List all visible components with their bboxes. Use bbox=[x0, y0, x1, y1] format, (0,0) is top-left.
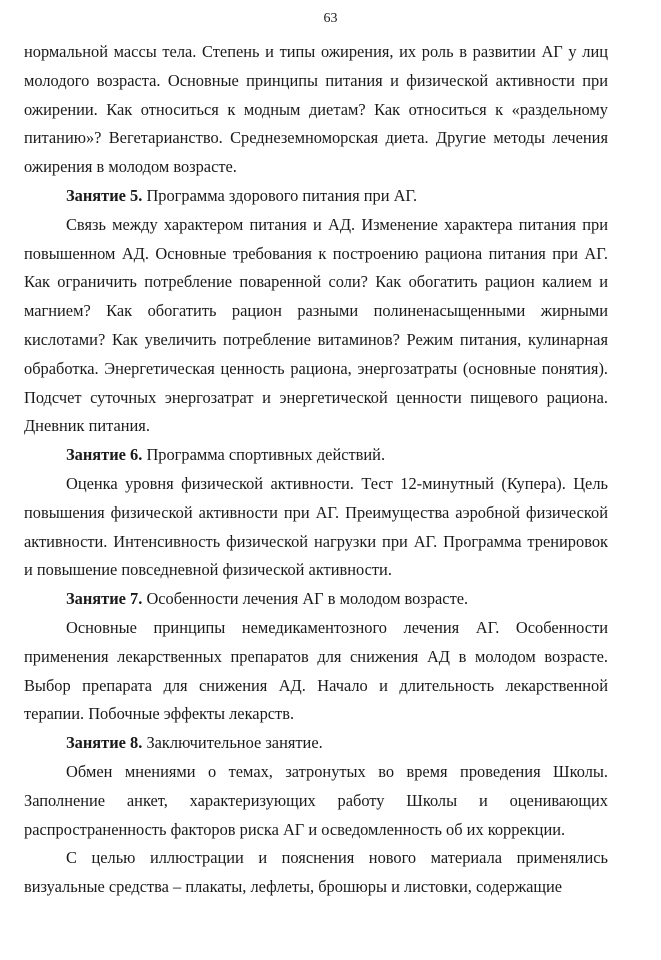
lesson-7-heading bbox=[24, 585, 608, 614]
lesson-5-label: Занятие 5. bbox=[66, 185, 143, 205]
page-number: 63 bbox=[323, 11, 338, 26]
paragraph-obesity-continuation: нормальной массы тела. Степень и типы ожирения, их роль в развитии АГ у лиц молодого возраста. Основные принципы питания и физической активности при ожирении. Как относиться к модным диетам? Как относиться к «раздельному питанию»? Вегетарианство. Среднеземноморская диета. Другие методы лечения ожирения в молодом возрасте. bbox=[24, 42, 608, 177]
lesson-5-heading bbox=[24, 182, 608, 211]
lesson-6-heading bbox=[24, 441, 608, 470]
body-text bbox=[24, 38, 608, 902]
paragraph-treatment: Основные принципы немедикаментозного лечения АГ. Особенности применения лекарственных препаратов для снижения АД в молодом возрасте. Выбор препарата для снижения АД. Начало и длительность лекарственной терапии. Побочные эффекты лекарств. bbox=[24, 617, 608, 724]
lesson-8-heading bbox=[24, 729, 608, 758]
lesson-8-title: Заключительное занятие. bbox=[146, 733, 323, 753]
lesson-8-label: Занятие 8. bbox=[66, 733, 143, 753]
lesson-6-title: Программа спортивных действий. bbox=[146, 445, 386, 465]
lesson-7-label: Занятие 7. bbox=[66, 589, 143, 609]
paragraph-visual-aids: С целью иллюстрации и пояснения нового материала применялись визуальные средства – плакаты, лефлеты, брошюры и листовки, содержащие bbox=[24, 848, 608, 897]
lesson-6-label: Занятие 6. bbox=[66, 445, 143, 465]
paragraph-final-session: Обмен мнениями о темах, затронутых во время проведения Школы. Заполнение анкет, характеризующих работу Школы и оценивающих распространенность факторов риска АГ и осведомленность об их коррекции. bbox=[24, 761, 608, 839]
lesson-5-title: Программа здорового питания при АГ. bbox=[146, 185, 418, 205]
paragraph-physical-activity: Оценка уровня физической активности. Тест 12-минутный (Купера). Цель повышения физической активности при АГ. Преимущества аэробной физической активности. Интенсивность физической нагрузки при АГ. Программа тренировок и повышение повседневной физической активности. bbox=[24, 473, 608, 580]
lesson-7-title: Особенности лечения АГ в молодом возрасте. bbox=[146, 589, 469, 609]
paragraph-nutrition: Связь между характером питания и АД. Изменение характера питания при повышенном АД. Основные требования к построению рациона питания при АГ. Как ограничить потребление поваренной соли? Как обогатить рацион калием и магнием? Как обогатить рацион разными полиненасыщенными жирными кислотами? Как увеличить потребление витаминов? Режим питания, кулинарная обработка. Энергетическая ценность рациона, энергозатраты (основные понятия). Подсчет суточных энергозатрат и энергетической ценности пищевого рациона. Дневник питания. bbox=[24, 214, 608, 436]
